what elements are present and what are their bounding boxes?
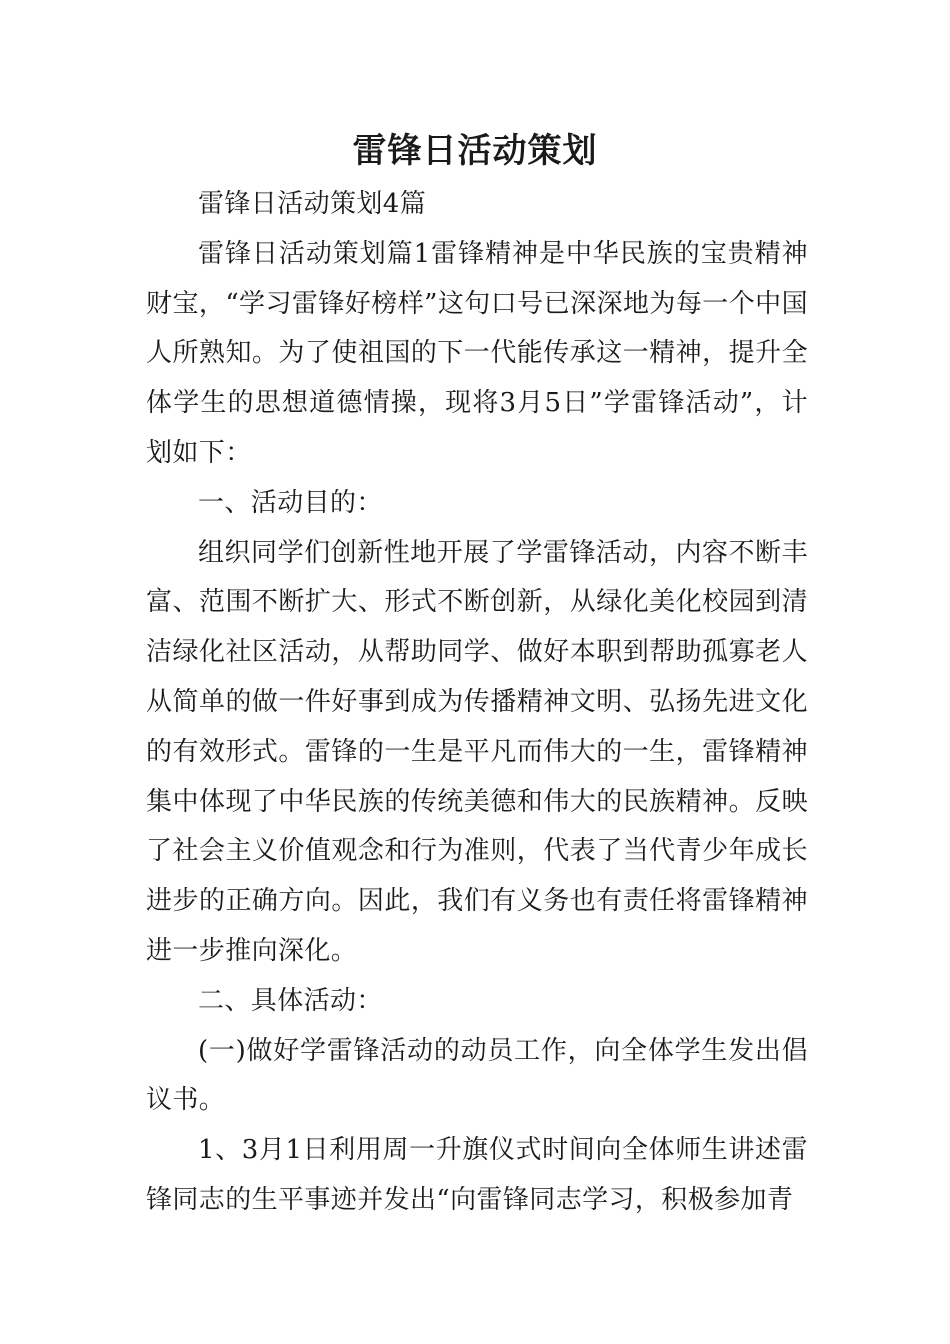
section-heading-activities: 二、具体活动： (198, 985, 383, 1016)
document-title: 雷锋日活动策划 (352, 131, 598, 171)
activity-subitem-1: 1、3月1日利用周一升旗仪式时间向全体师生讲述雷锋同志的生平事迹并发出“向雷锋同志学习，积极参加青 (146, 1135, 808, 1215)
document-body (146, 180, 808, 1226)
intro-paragraph: 雷锋日活动策划篇1雷锋精神是中华民族的宝贵精神财宝，“学习雷锋好榜样”这句口号已深深地为每一个中国人所熟知。为了使祖国的下一代能传承这一精神，提升全体学生的思想道德情操，现将3月5日”学雷锋活动”，计划如下： (146, 238, 808, 468)
section-heading-purpose: 一、活动目的： (198, 487, 383, 518)
activity-item-1: (一)做好学雷锋活动的动员工作，向全体学生发出倡议书。 (146, 1035, 808, 1116)
purpose-paragraph: 组织同学们创新性地开展了学雷锋活动，内容不断丰富、范围不断扩大、形式不断创新，从绿化美化校园到清洁绿化社区活动，从帮助同学、做好本职到帮助孤寡老人从简单的做一件好事到成为传播精神文明、弘扬先进文化的有效形式。雷锋的一生是平凡而伟大的一生，雷锋精神集中体现了中华民族的传统美德和伟大的民族精神。反映了社会主义价值观念和行为准则，代表了当代青少年成长进步的正确方向。因此，我们有义务也有责任将雷锋精神进一步推向深化。 (146, 537, 808, 966)
subtitle-paragraph: 雷锋日活动策划4篇 (198, 189, 427, 219)
